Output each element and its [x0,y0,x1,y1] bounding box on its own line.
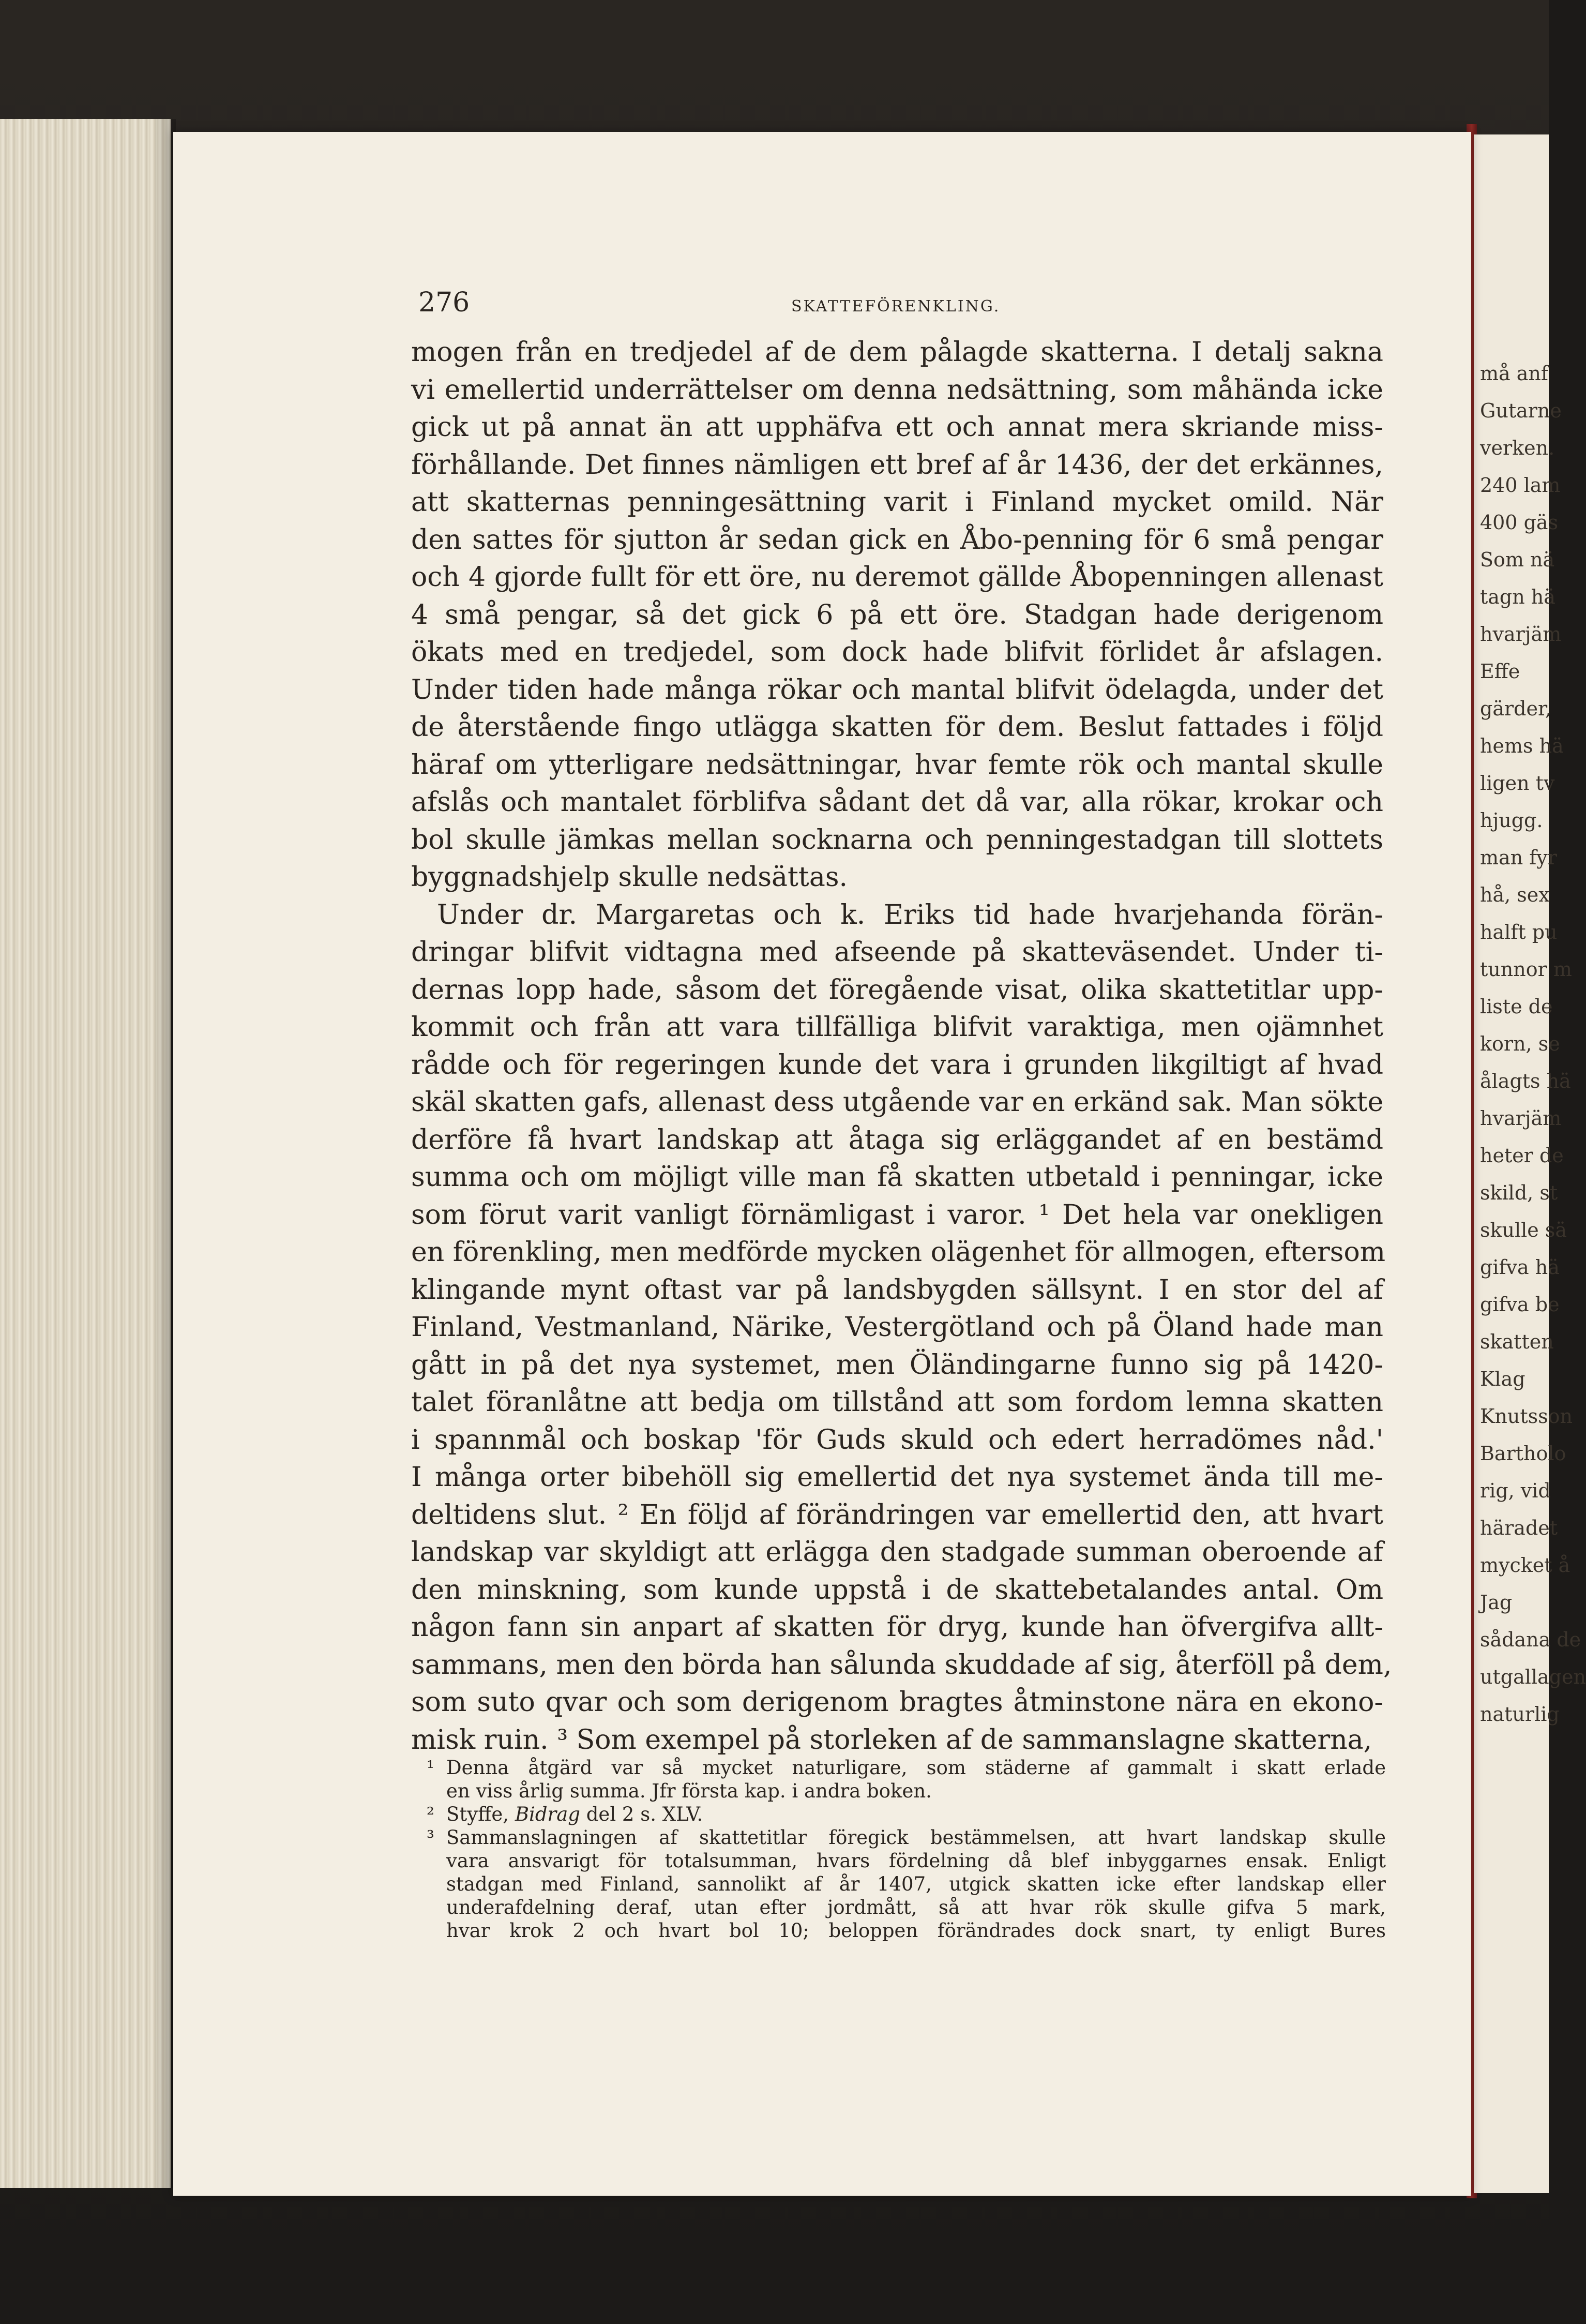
book-page-stack-edge [0,119,171,2188]
footnote-3-line: stadgan med Finland, sannolikt af år 1407, utgick skatten icke efter landskap eller [446,1873,1386,1895]
body-line: 4 små pengar, så det gick 6 på ett öre. Stadgan hade derigenom [411,599,1383,631]
body-line: gått in på det nya systemet, men Öländingarne funno sig på 1420- [411,1349,1383,1381]
body-line: dringar blifvit vidtagna med afseende på skatteväsendet. Under ti- [411,937,1383,968]
adjacent-page-text: häradet [1480,1517,1558,1539]
body-line: dernas lopp hade, såsom det föregående visat, olika skattetitlar upp- [411,974,1383,1006]
adjacent-page-text: skulle sä [1480,1219,1567,1241]
running-title: SKATTEFÖRENKLING. [791,297,1001,316]
adjacent-page-text: man fyr [1480,846,1557,869]
body-line: i spannmål och boskap 'för Guds skuld och edert herradömes nåd.' [411,1424,1383,1456]
footnote-1-line: en viss årlig summa. Jfr första kap. i andra boken. [446,1780,932,1802]
body-line: att skatternas penningesättning varit i Finland mycket omild. När [411,487,1383,518]
body-line: sammans, men den börda han sålunda skuddade af sig, återföll på dem, [411,1649,1392,1681]
body-line: landskap var skyldigt att erlägga den stadgade summan oberoende af [411,1537,1383,1568]
footnote-mark: ³ [427,1826,434,1849]
footnote-author: Styffe, [446,1803,509,1825]
body-line: och 4 gjorde fullt för ett öre, nu deremot gällde Åbopenningen allenast [411,562,1383,593]
adjacent-page-text: ålagts hä [1480,1070,1571,1092]
adjacent-page-text: må anf [1480,362,1548,385]
body-line: häraf om ytterligare nedsättningar, hvar femte rök och mantal skulle [411,749,1383,781]
adjacent-page-text: gifva hä [1480,1256,1560,1279]
adjacent-page-text: sådana de [1480,1628,1581,1651]
adjacent-page-text: Jag [1480,1591,1513,1614]
body-line: byggnadshjelp skulle nedsättas. [411,862,848,893]
body-line: de återstående fingo utlägga skatten för dem. Beslut fattades i följd [411,712,1383,743]
body-line: som förut varit vanligt förnämligast i varor. ¹ Det hela var onekligen [411,1199,1383,1231]
adjacent-page-text: rig, vid [1480,1479,1551,1502]
adjacent-page-text: Bartholo [1480,1442,1566,1465]
footnote-mark: ¹ [427,1757,434,1779]
footnote-3-line [427,1826,1386,1849]
adjacent-page-text: 240 lam [1480,474,1561,497]
footnote-text: Denna åtgärd var så mycket naturligare, som städerne af gammalt i skatt erlade [446,1757,1386,1779]
body-line: rådde och för regeringen kunde det vara i grunden likgiltigt af hvad [411,1049,1383,1081]
adjacent-page-text: liste de [1480,995,1553,1018]
body-line: som suto qvar och som derigenom bragtes åtminstone nära en ekono- [411,1687,1383,1718]
adjacent-page-text: utgallagen [1480,1666,1586,1688]
body-line: deltidens slut. ² En följd af förändringen var emellertid den, att hvart [411,1499,1383,1531]
adjacent-page-text: hvarjäm [1480,1107,1562,1130]
adjacent-page-text: tagn hä [1480,586,1555,608]
adjacent-page-text: verken. [1480,437,1555,459]
body-line: gick ut på annat än att upphäfva ett och annat mera skriande miss- [411,412,1383,443]
footnote-text: Sammanslagningen af skattetitlar föregick bestämmelsen, att hvart landskap skulle [446,1826,1386,1849]
adjacent-page-text: tunnor m [1480,958,1572,981]
adjacent-page-text: Som nä [1480,548,1555,571]
footnote-2-line [427,1803,1386,1826]
footnote-text: del 2 s. XLV. [586,1803,703,1825]
body-line: vi emellertid underrättelser om denna nedsättning, som måhända icke [411,374,1383,406]
gutter-shadow [155,119,176,2188]
footnote-1-line [427,1756,1386,1779]
body-line: Finland, Vestmanland, Närike, Vestergötland och på Öland hade man [411,1312,1383,1343]
body-line: I många orter bibehöll sig emellertid det nya systemet ända till me- [411,1462,1383,1493]
adjacent-page-text: gifva be [1480,1293,1560,1316]
adjacent-page-text: hvarjäm [1480,623,1562,646]
body-line: derföre få hvart landskap att åtaga sig erläggandet af en bestämd [411,1124,1383,1156]
adjacent-page-text: hjugg. [1480,809,1543,832]
adjacent-page-fragment [1474,134,1586,2193]
footnote-3-line: underafdelning deraf, utan efter jordmått, så att hvar rök skulle gifva 5 mark, [446,1896,1386,1918]
adjacent-page-text: halft pu [1480,921,1558,943]
footnotes [427,1756,1386,1942]
body-line: afslås och mantalet förblifva sådant det då var, alla rökar, krokar och [411,787,1383,818]
body-line: klingande mynt oftast var på landsbygden sällsynt. I en stor del af [411,1274,1383,1306]
page-number: 276 [418,287,470,318]
adjacent-page-text: naturlig [1480,1703,1560,1726]
body-line: skäl skatten gafs, allenast dess utgående var en erkänd sak. Man sökte [411,1087,1384,1118]
body-line: ökats med en tredjedel, som dock hade blifvit förlidet år afslagen. [411,637,1383,668]
body-line: en förenkling, men medförde mycken olägenhet för allmogen, eftersom [411,1237,1386,1268]
adjacent-page-text: korn, se [1480,1032,1560,1055]
body-line: mogen från en tredjedel af de dem pålagde skatterna. I detalj sakna [411,337,1383,368]
adjacent-page-text: Effe [1480,660,1520,683]
body-line: bol skulle jämkas mellan socknarna och penningestadgan till slottets [411,824,1383,856]
body-line: misk ruin. ³ Som exempel på storleken af de sammanslagne skatterna, [411,1724,1372,1756]
footnote-3-line: vara ansvarigt för totalsumman, hvars fördelning då blef inbyggarnes ensak. Enligt [446,1850,1386,1872]
adjacent-page-text: heter de [1480,1144,1564,1167]
adjacent-page-text: ligen tv [1480,772,1555,794]
adjacent-page-text: gärder, [1480,697,1552,720]
body-line: Under dr. Margaretas och k. Eriks tid hade hvarjehanda förän- [437,899,1383,931]
adjacent-page-text: Gutarne [1480,399,1562,422]
adjacent-page-text: skatten [1480,1330,1554,1353]
adjacent-page-text: hems hä [1480,734,1564,757]
footnote-work-title: Bidrag [515,1803,580,1825]
adjacent-page-text: hå, sex [1480,883,1550,906]
body-line: summa och om möjligt ville man få skatten utbetald i penningar, icke [411,1162,1383,1193]
body-line: den sattes för sjutton år sedan gick en Åbo-penning för 6 små pengar [411,524,1383,556]
adjacent-page-text: 400 gäs [1480,511,1559,534]
body-line: den minskning, som kunde uppstå i de skattebetalandes antal. Om [411,1574,1383,1606]
body-text [411,334,1392,1759]
footnote-mark: ² [427,1803,434,1825]
body-line: någon fann sin anpart af skatten för dryg, kunde han öfvergifva allt- [411,1612,1383,1643]
footnote-3-line: hvar krok 2 och hvart bol 10; beloppen förändrades dock snart, ty enligt Bures [446,1920,1386,1942]
body-line: kommit och från att vara tillfälliga blifvit varaktiga, men ojämnhet [411,1012,1383,1043]
body-line: Under tiden hade många rökar och mantal blifvit ödelagda, under det [411,674,1383,706]
adjacent-page-text: Knutsson [1480,1405,1573,1428]
body-line: talet föranlåtne att bedja om tillstånd att som fordom lemna skatten [411,1387,1383,1418]
adjacent-page-text: Klag [1480,1368,1525,1390]
adjacent-page-text: mycket å [1480,1554,1570,1577]
adjacent-page-text: skild, st [1480,1181,1558,1204]
body-line: förhållande. Det finnes nämligen ett bref af år 1436, der det erkännes, [411,449,1383,481]
